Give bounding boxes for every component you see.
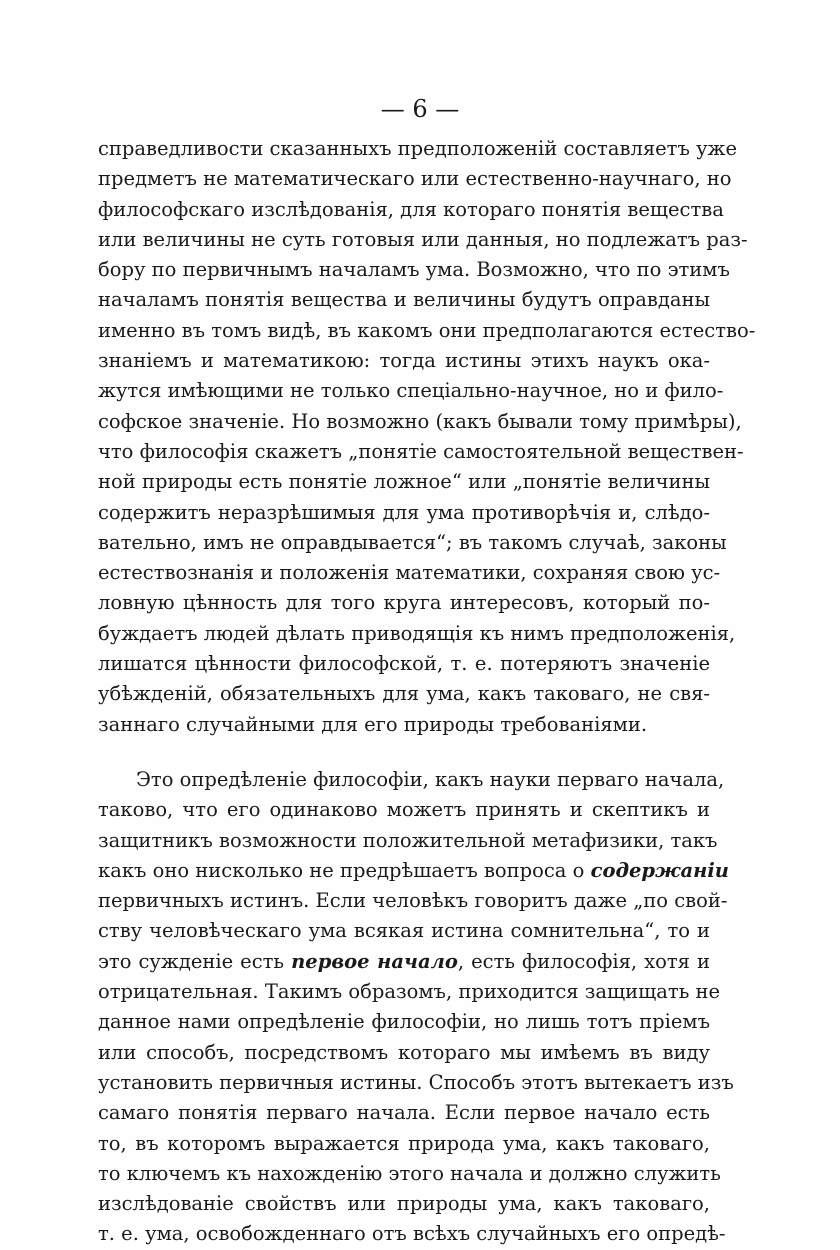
text-line: началамъ понятія вещества и величины будутъ оправданы bbox=[98, 288, 710, 312]
text-line: философскаго изслѣдованія, для котораго понятія вещества bbox=[98, 197, 724, 221]
text-line: справедливости сказанныхъ предположеній составляетъ уже bbox=[98, 137, 738, 160]
text-segment: , есть философія, хотя и bbox=[457, 949, 710, 973]
paragraph-gap bbox=[98, 740, 710, 765]
text-line: заннаго случайными для его природы требованіями. bbox=[98, 712, 648, 736]
text-line: бору по первичнымъ началамъ ума. Возможно, что по этимъ bbox=[98, 258, 730, 282]
text-line: знаніемъ и математикою: тогда истины этихъ наукъ ока- bbox=[98, 349, 710, 373]
page-number: — 6 — bbox=[380, 95, 460, 123]
text-line: изслѣдованіе свойствъ или природы ума, какъ таковаго, bbox=[98, 1192, 710, 1216]
text-line: содержитъ неразрѣшимыя для ума противорѣчія и, слѣдо- bbox=[98, 500, 710, 524]
text-line: установить первичныя истины. Способъ этотъ вытекаетъ изъ bbox=[98, 1070, 734, 1094]
text-line: буждаетъ людей дѣлать приводящія къ нимъ предположенія, bbox=[98, 621, 736, 645]
text-line: убѣжденій, обязательныхъ для ума, какъ таковаго, не свя- bbox=[98, 682, 710, 706]
text-line: именно въ томъ видѣ, въ какомъ они предполагаются естество- bbox=[98, 318, 756, 342]
text-line: софское значеніе. Но возможно (какъ бывали тому примѣры), bbox=[98, 409, 742, 433]
text-line: или величины не суть готовыя или данныя, но подлежатъ раз- bbox=[98, 227, 748, 251]
text-line: ной природы есть понятіе ложное“ или „понятіе величины bbox=[98, 470, 710, 494]
text-line: то, въ которомъ выражается природа ума, какъ таковаго, bbox=[98, 1131, 710, 1155]
text-line: самаго понятія перваго начала. Если первое начало есть bbox=[98, 1101, 710, 1125]
text-line: таково, что его одинаково можетъ принять и скептикъ и bbox=[98, 798, 710, 822]
text-line: защитникъ возможности положительной метафизики, такъ bbox=[98, 828, 718, 852]
text-line: лишатся цѣнности философской, т. е. потеряютъ значеніе bbox=[98, 652, 710, 676]
text-line: вательно, имъ не оправдывается“; въ такомъ случаѣ, законы bbox=[98, 530, 727, 554]
text-line: ловную цѣнность для того круга интересовъ, который по- bbox=[98, 591, 710, 615]
text-line: первичныхъ истинъ. Если человѣкъ говоритъ даже „по свой- bbox=[98, 889, 728, 913]
text-line: ству человѣческаго ума всякая истина сомнительна“, то и bbox=[98, 919, 710, 943]
text-line: жутся имѣющими не только спеціально-научное, но и фило- bbox=[98, 379, 724, 403]
text-line bbox=[98, 947, 710, 977]
page-body bbox=[98, 134, 756, 1250]
text-line: то ключемъ къ нахожденію этого начала и должно служить bbox=[98, 1161, 721, 1185]
text-line: что философія скажетъ „понятіе самостоятельной веществен- bbox=[98, 439, 744, 463]
text-line: отрицательная. Такимъ образомъ, приходится защищать не bbox=[98, 980, 721, 1004]
text-line: т. е. ума, освобожденнаго отъ всѣхъ случайныхъ его опредѣ- bbox=[98, 1222, 726, 1246]
text-line bbox=[98, 856, 729, 886]
text-segment: какъ оно нисколько не предрѣшаетъ вопроса о bbox=[98, 858, 591, 882]
emphasis-first-principle: первое начало bbox=[291, 949, 458, 973]
text-segment: это сужденіе есть bbox=[98, 949, 292, 973]
text-line: данное нами опредѣленіе философіи, но лишь тотъ пріемъ bbox=[98, 1010, 710, 1034]
text-line: естествознанія и положенія математики, сохраняя свою ус- bbox=[98, 561, 721, 585]
text-line: Это опредѣленіе философіи, какъ науки перваго начала, bbox=[136, 767, 725, 791]
text-line: предметъ не математическаго или естественно-научнаго, но bbox=[98, 167, 732, 191]
emphasis-content: содержаніи bbox=[590, 858, 729, 882]
text-line: или способъ, посредствомъ котораго мы имѣемъ въ виду bbox=[98, 1040, 710, 1064]
